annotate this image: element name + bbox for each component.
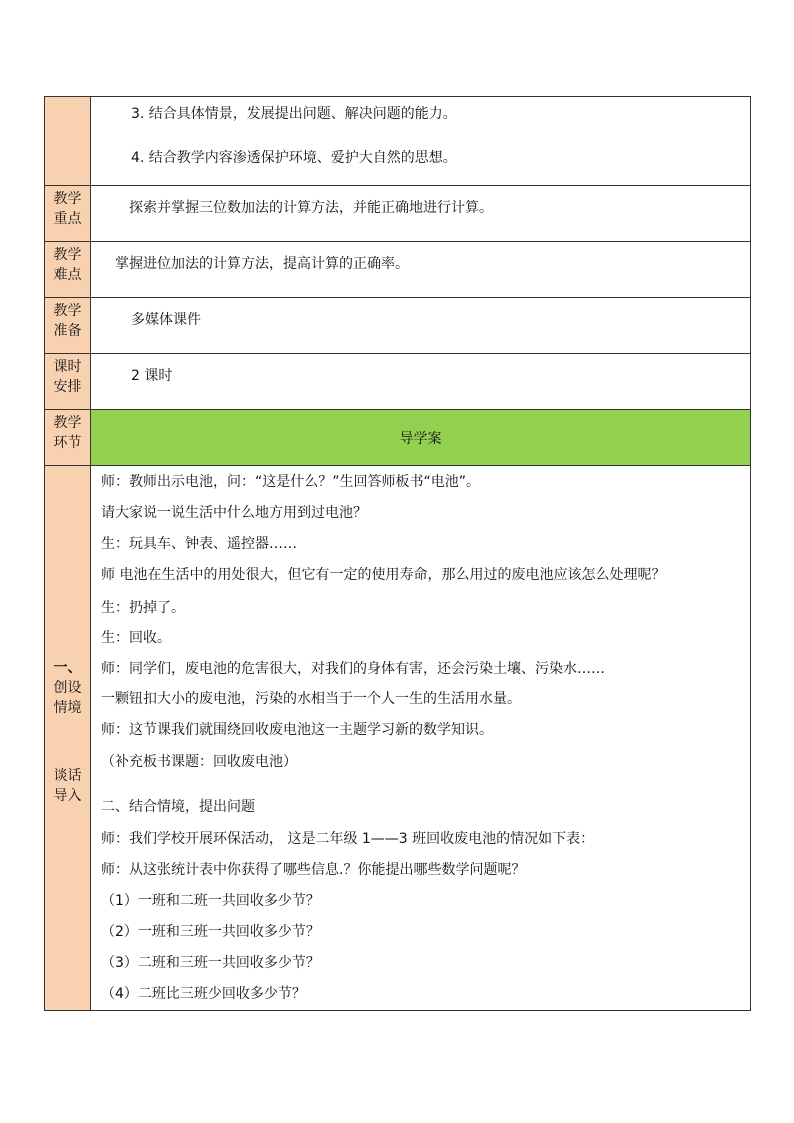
body-line-2: 请大家说一说生活中什么地方用到过电池？ <box>101 505 367 521</box>
body-line-15: （2）一班和三班一共回收多少节？ <box>101 924 320 940</box>
schedule-label <box>45 354 91 410</box>
preparation-cell <box>91 298 751 354</box>
section1-label-line1: 一、 <box>53 660 82 676</box>
objective-item-4: 4. 结合教学内容渗透保护环境、爱护大自然的思想。 <box>131 150 457 166</box>
section-header-label-line1: 教学 <box>53 415 82 431</box>
body-line-1: 师：教师出示电池，问：“这是什么？”生回答师板书“电池”。 <box>101 474 481 490</box>
body-line-7: 师：同学们，废电池的危害很大，对我们的身体有害，还会污染土壤、污染水…… <box>101 661 605 677</box>
body-line-11: 二、结合情境，提出问题 <box>101 799 255 815</box>
body-line-4: 师 电池在生活中的用处很大，但它有一定的使用寿命，那么用过的废电池应该怎么处理呢？ <box>101 567 666 583</box>
section-header-row <box>45 410 751 466</box>
body-line-8: 一颗钮扣大小的废电池，污染的水相当于一个人一生的生活用水量。 <box>101 691 521 707</box>
schedule-cell <box>91 354 751 410</box>
section-header-label <box>45 410 91 466</box>
difficulties-label-line2: 难点 <box>53 267 82 283</box>
section1-label-line5: 导入 <box>53 788 82 804</box>
objectives-label-cell <box>45 97 91 186</box>
schedule-label-line2: 安排 <box>53 379 82 395</box>
difficulties-cell <box>91 242 751 298</box>
section-header-cell <box>91 410 751 466</box>
schedule-row <box>45 354 751 410</box>
section1-label-line2: 创设 <box>53 680 82 696</box>
difficulties-label <box>45 242 91 298</box>
schedule-label-line1: 课时 <box>53 359 82 375</box>
key-points-row <box>45 186 751 242</box>
body-line-3: 生：玩具车、钟表、遥控器…… <box>101 536 297 552</box>
difficulties-text: 掌握进位加法的计算方法，提高计算的正确率。 <box>115 256 409 272</box>
body-line-9: 师：这节课我们就围绕回收废电池这一主题学习新的数学知识。 <box>101 722 493 738</box>
section-header-label-line2: 环节 <box>53 435 82 451</box>
key-points-text: 探索并掌握三位数加法的计算方法，并能正确地进行计算。 <box>129 200 493 216</box>
section1-cell <box>91 466 751 1011</box>
section-body-row <box>45 466 751 1011</box>
lesson-plan-table <box>44 96 751 1011</box>
body-line-14: （1）一班和二班一共回收多少节？ <box>101 893 320 909</box>
key-points-label-line2: 重点 <box>53 211 82 227</box>
section1-label-line4: 谈话 <box>53 768 82 784</box>
section1-label-line3: 情境 <box>53 700 82 716</box>
schedule-text: 2 课时 <box>131 368 173 384</box>
preparation-label-line1: 教学 <box>53 303 82 319</box>
body-line-16: （3）二班和三班一共回收多少节？ <box>101 955 320 971</box>
objective-item-3: 3. 结合具体情景，发展提出问题、解决问题的能力。 <box>131 106 457 122</box>
key-points-label-line1: 教学 <box>53 191 82 207</box>
difficulties-row <box>45 242 751 298</box>
key-points-cell <box>91 186 751 242</box>
body-line-6: 生：回收。 <box>101 630 171 646</box>
body-line-17: （4）二班比三班少回收多少节？ <box>101 986 306 1002</box>
objectives-row <box>45 97 751 186</box>
difficulties-label-line1: 教学 <box>53 247 82 263</box>
preparation-row <box>45 298 751 354</box>
preparation-label <box>45 298 91 354</box>
key-points-label <box>45 186 91 242</box>
objectives-cell <box>91 97 751 186</box>
body-line-13: 师：从这张统计表中你获得了哪些信息.？你能提出哪些数学问题呢？ <box>101 862 526 878</box>
body-line-12: 师：我们学校开展环保活动， 这是二年级 1——3 班回收废电池的情况如下表： <box>101 831 595 847</box>
preparation-text: 多媒体课件 <box>131 312 201 328</box>
body-line-5: 生：扔掉了。 <box>101 600 185 616</box>
section-header-title: 导学案 <box>399 430 442 447</box>
body-line-10: （补充板书课题：回收废电池） <box>101 754 297 770</box>
section1-label <box>45 466 91 1011</box>
preparation-label-line2: 准备 <box>53 323 82 339</box>
